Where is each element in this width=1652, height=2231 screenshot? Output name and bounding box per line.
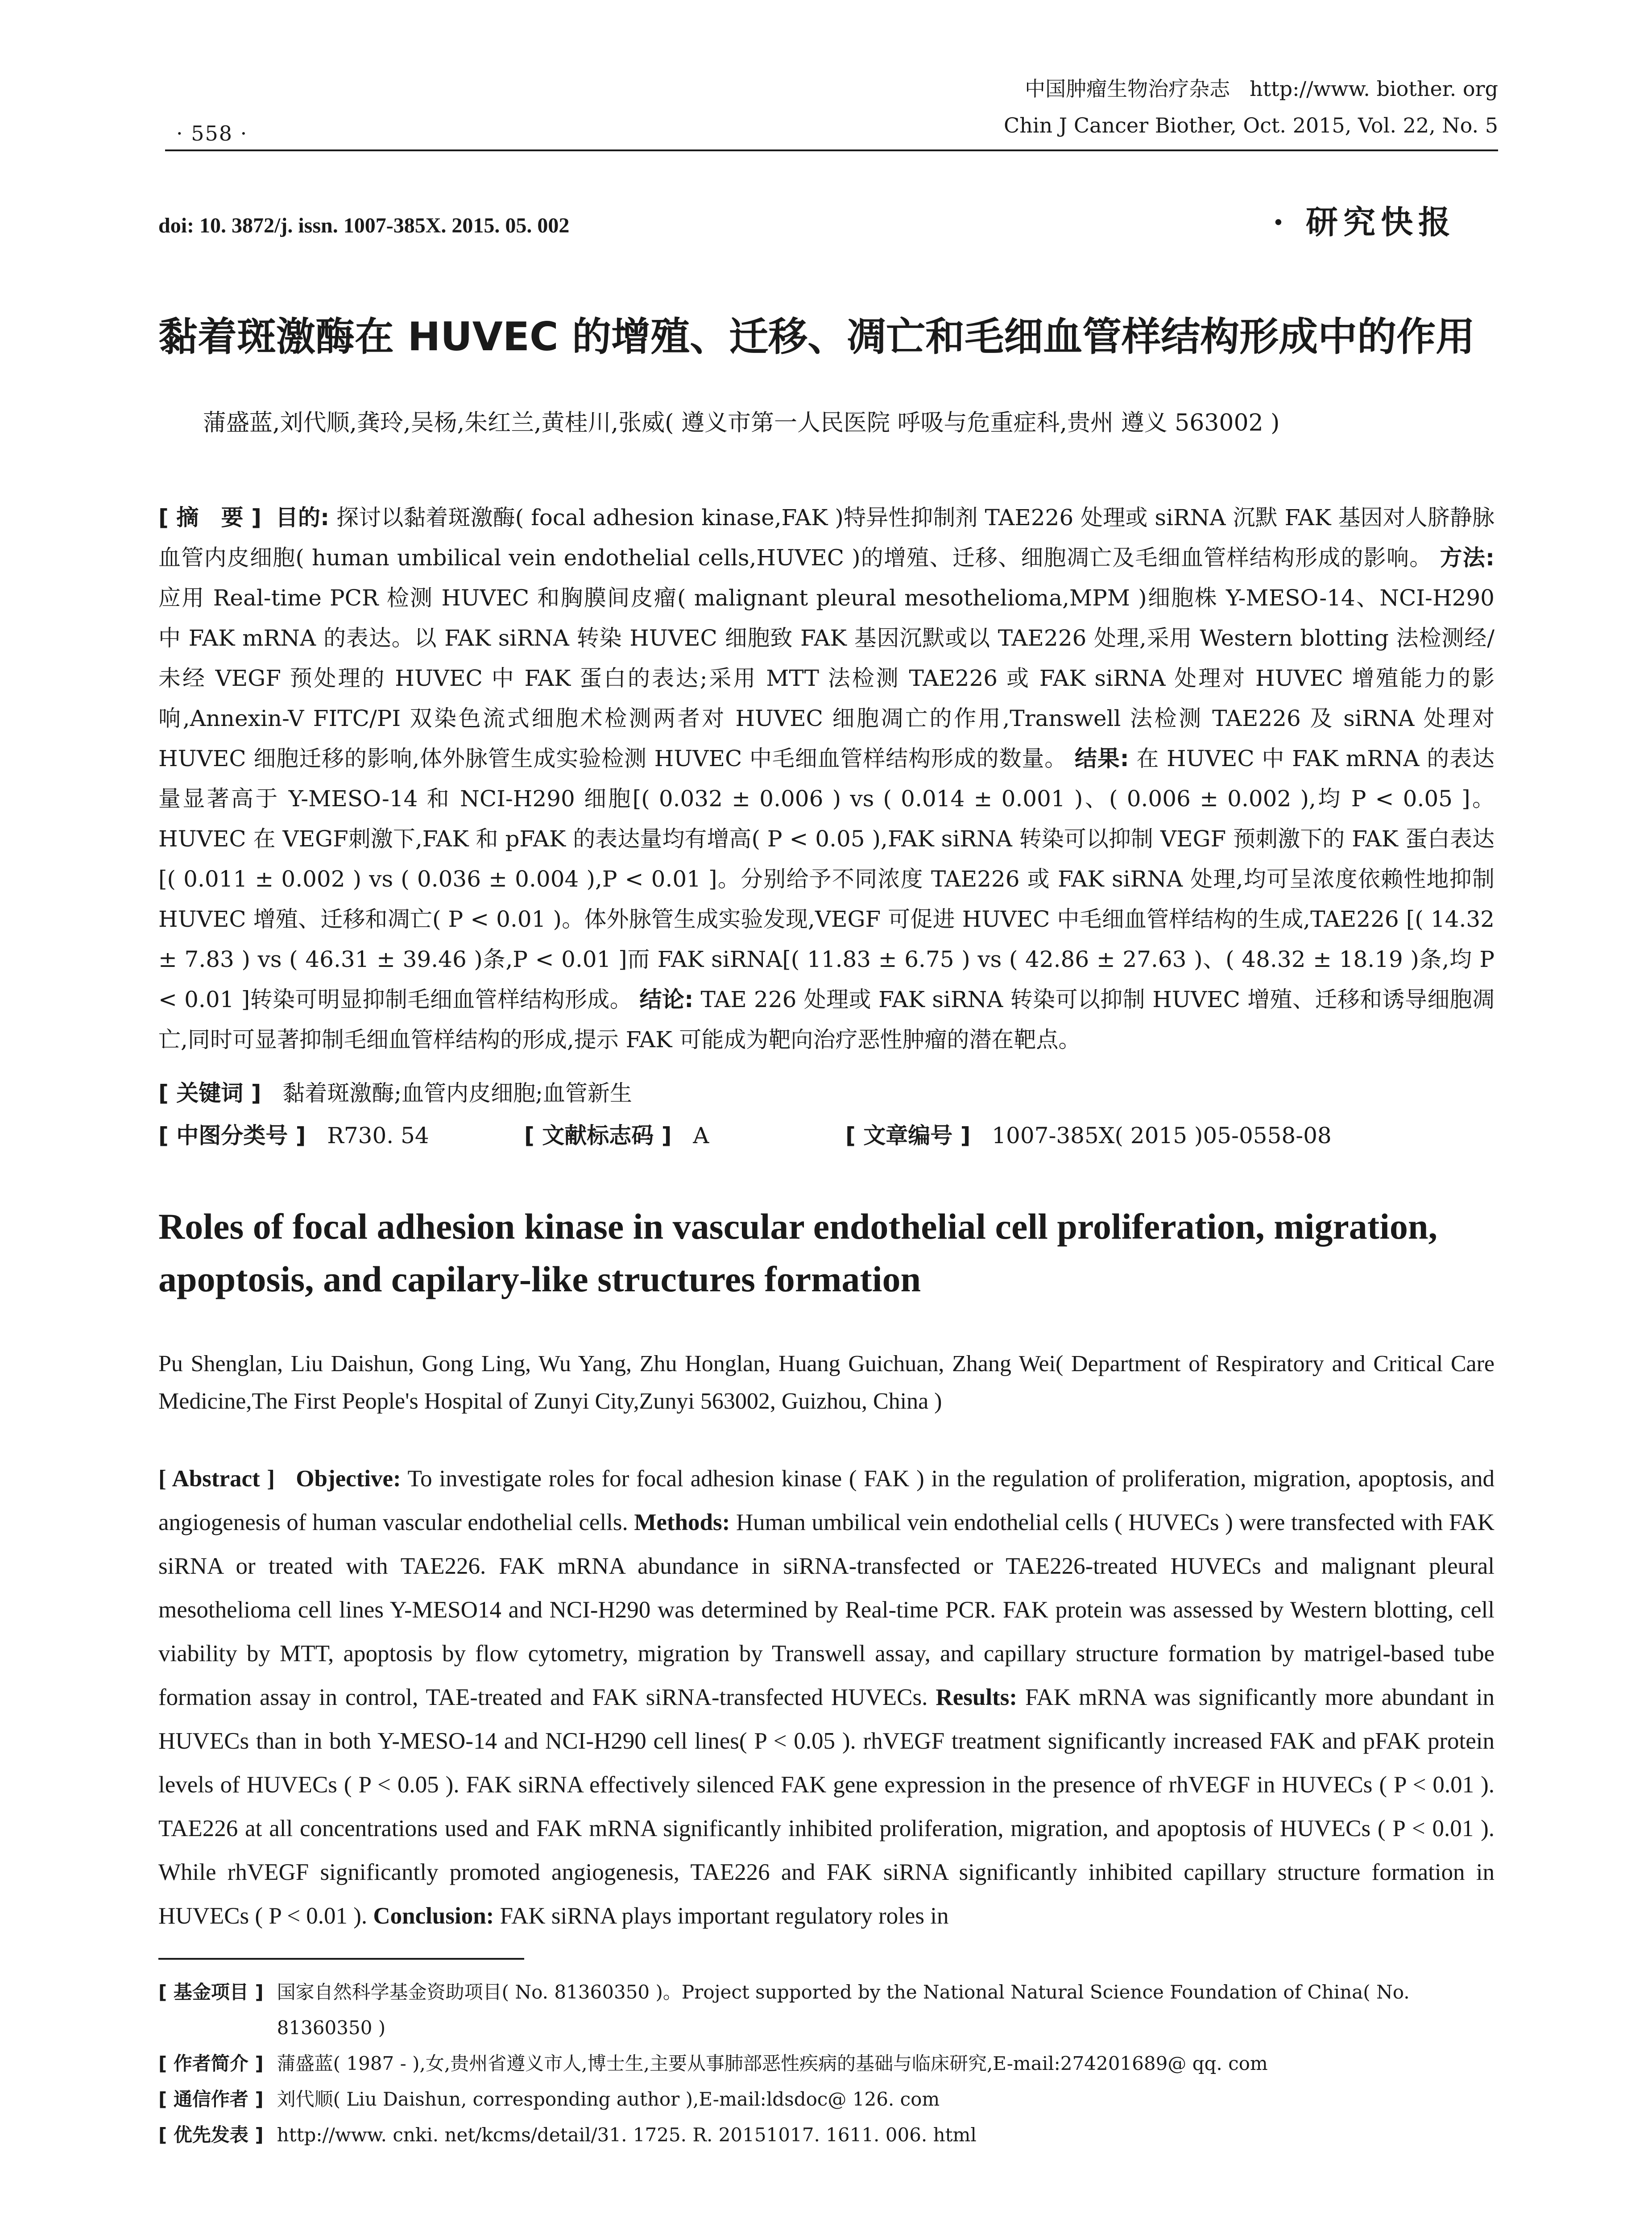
footnote-funding (158, 1974, 1497, 2046)
journal-citation: Chin J Cancer Biother, Oct. 2015, Vol. 22, No. 5 (1004, 113, 1498, 137)
footnote-link[interactable]: http://www. cnki. net/kcms/detail/31. 1725. R. 20151017. 1611. 006. html (277, 2124, 977, 2146)
abstract-cn (158, 498, 1495, 1060)
methods-cn-label: 方法: (1440, 545, 1495, 571)
results-en-label: Results: (936, 1684, 1017, 1710)
objective-en-label: Objective: (296, 1466, 401, 1492)
keywords-value: 黏着斑激酶;血管内皮细胞;血管新生 (282, 1080, 632, 1106)
objective-cn-text: 探讨以黏着斑激酶( focal adhesion kinase,FAK )特异性抑制剂 TAE226 处理或 siRNA 沉默 FAK 基因对人脐静脉血管内皮细胞( human umbilical vein endothelial cells,HUVEC )的增殖、迁移、细胞凋亡及毛细血管样结构形成的影响。 (158, 505, 1495, 571)
clc-label: [ 中图分类号 ] (158, 1123, 306, 1149)
footnote-text: 刘代顺( Liu Daishun, corresponding author ),E-mail:ldsdoc@ 126. com (277, 2088, 940, 2110)
objective-cn-label: 目的: (275, 505, 330, 531)
results-en-text: FAK mRNA was significantly more abundant in HUVECs than in both Y-MESO-14 and NCI-H290 cell lines( P < 0.05 ). rhVEGF treatment significantly increased FAK and pFAK protein levels of HUVECs ( P < 0.05 ). FAK siRNA effectively silenced FAK gene expression in the presence of rhVEGF in HUVECs ( P < 0.01 ). TAE226 at all concentrations used and FAK mRNA significantly inhibited proliferation, migration, and apoptosis of HUVECs ( P < 0.01 ). While rhVEGF significantly promoted angiogenesis, TAE226 and FAK siRNA significantly inhibited capillary structure formation in HUVECs ( P < 0.01 ). (158, 1684, 1495, 1929)
footnote-label: [ 基金项目 ] (158, 1981, 264, 2003)
conclusion-cn-label: 结论: (639, 987, 694, 1012)
footnote-corresponding (158, 2082, 1497, 2117)
footnotes (158, 1974, 1497, 2153)
footnote-label: [ 作者简介 ] (158, 2053, 264, 2074)
doc-code-value: A (693, 1123, 709, 1149)
header-divider (165, 149, 1498, 151)
authors-en: Pu Shenglan, Liu Daishun, Gong Ling, Wu Yang, Zhu Honglan, Huang Guichuan, Zhang Wei( Department of Respiratory and Critical Care Medicine,The First People's Hospital of Zunyi City,Zunyi 563002, Guizhou, China ) (158, 1351, 1495, 1414)
footnote-divider (158, 1958, 524, 1960)
methods-en-label: Methods: (634, 1509, 730, 1535)
results-cn-text: 在 HUVEC 中 FAK mRNA 的表达量显著高于 Y-MESO-14 和 NCI-H290 细胞[( 0.032 ± 0.006 ) vs ( 0.014 ± 0.001 )、( 0.006 ± 0.002 ),均 P < 0.05 ]。HUVEC 在 VEGF刺激下,FAK 和 pFAK 的表达量均有增高( P < 0.05 ),FAK siRNA 转染可以抑制 VEGF 预刺激下的 FAK 蛋白表达[( 0.011 ± 0.002 ) vs ( 0.036 ± 0.004 ),P < 0.01 ]。分别给予不同浓度 TAE226 或 FAK siRNA 处理,均可呈浓度依赖性地抑制 HUVEC 增殖、迁移和凋亡( P < 0.01 )。体外脉管生成实验发现,VEGF 可促进 HUVEC 中毛细血管样结构的生成,TAE226 [( 14.32 ± 7.83 ) vs ( 46.31 ± 39.46 )条,P < 0.01 ]而 FAK siRNA[( 11.83 ± 6.75 ) vs ( 42.86 ± 27.63 )、( 48.32 ± 18.19 )条,均 P < 0.01 ]转染可明显抑制毛细血管样结构形成。 (158, 746, 1495, 1012)
footnote-text: 蒲盛蓝( 1987 - ),女,贵州省遵义市人,博士生,主要从事肺部恶性疾病的基础与临床研究,E-mail:274201689@ qq. com (277, 2053, 1268, 2074)
clc-value: R730. 54 (327, 1123, 429, 1149)
footnote-label: [ 通信作者 ] (158, 2088, 264, 2110)
abstract-en-label: [ Abstract ] (158, 1466, 275, 1492)
doi: doi: 10. 3872/j. issn. 1007-385X. 2015. 05. 002 (158, 214, 570, 237)
methods-en-text: Human umbilical vein endothelial cells ( HUVECs ) were transfected with FAK siRNA or treated with TAE226. FAK mRNA abundance in siRNA-transfected or TAE226-treated HUVECs and malignant pleural mesothelioma cell lines Y-MESO14 and NCI-H290 was determined by Real-time PCR. FAK protein was assessed by Western blotting, cell viability by MTT, apoptosis by flow cytometry, migration by Transwell assay, and capillary structure formation by matrigel-based tube formation assay in control, TAE-treated and FAK siRNA-transfected HUVECs. (158, 1509, 1495, 1710)
footnote-text: 国家自然科学基金资助项目( No. 81360350 )。Project supported by the National Natural Science Foundation of China( No. 81360350 ) (277, 1981, 1410, 2039)
journal-name-cn: 中国肿瘤生物治疗杂志 (1025, 77, 1230, 101)
abstract-cn-label: [ 摘 要 ] (158, 505, 261, 531)
footnote-online-first (158, 2117, 1497, 2153)
conclusion-en-label: Conclusion: (373, 1903, 494, 1929)
keywords-line (158, 1075, 1495, 1107)
page-number: · 558 · (176, 121, 248, 145)
keywords-label: [ 关键词 ] (158, 1080, 261, 1106)
abstract-en (158, 1457, 1495, 1938)
conclusion-en-text: FAK siRNA plays important regulatory roles in (500, 1903, 949, 1929)
article-number-value: 1007-385X( 2015 )05-0558-08 (992, 1123, 1332, 1149)
classification-line (158, 1118, 1495, 1150)
title-en: Roles of focal adhesion kinase in vascular endothelial cell proliferation, migration, apoptosis, and capilary-like structures formation (158, 1206, 1437, 1299)
authors-cn: 蒲盛蓝,刘代顺,龚玲,吴杨,朱红兰,黄桂川,张威( 遵义市第一人民医院 呼吸与危重症科,贵州 遵义 563002 ) (203, 410, 1280, 436)
journal-header (1004, 70, 1498, 144)
title-cn: 黏着斑激酶在 HUVEC 的增殖、迁移、凋亡和毛细血管样结构形成中的作用 (158, 314, 1475, 360)
methods-cn-text: 应用 Real-time PCR 检测 HUVEC 和胸膜间皮瘤( malignant pleural mesothelioma,MPM )细胞株 Y-MESO-14、NCI-H290 中 FAK mRNA 的表达。以 FAK siRNA 转染 HUVEC 细胞致 FAK 基因沉默或以 TAE226 处理,采用 Western blotting 法检测经/未经 VEGF 预处理的 HUVEC 中 FAK 蛋白的表达;采用 MTT 法检测 TAE226 或 FAK siRNA 处理对 HUVEC 增殖能力的影响,Annexin-V FITC/PI 双染色流式细胞术检测两者对 HUVEC 细胞凋亡的作用,Transwell 法检测 TAE226 及 siRNA 处理对 HUVEC 细胞迁移的影响,体外脉管生成实验检测 HUVEC 中毛细血管样结构形成的数量。 (158, 585, 1495, 771)
section-tag: · 研究快报 (1272, 203, 1456, 241)
footnote-author-bio (158, 2046, 1497, 2082)
journal-url[interactable]: http://www. biother. org (1250, 77, 1498, 101)
results-cn-label: 结果: (1074, 746, 1129, 771)
conclusion-cn-text: TAE 226 处理或 FAK siRNA 转染可以抑制 HUVEC 增殖、迁移和诱导细胞凋亡,同时可显著抑制毛细血管样结构的形成,提示 FAK 可能成为靶向治疗恶性肿瘤的潜在靶点。 (158, 987, 1495, 1053)
article-number-label: [ 文章编号 ] (845, 1123, 971, 1149)
doc-code-label: [ 文献标志码 ] (524, 1123, 672, 1149)
objective-en-text: To investigate roles for focal adhesion kinase ( FAK ) in the regulation of proliferation, migration, apoptosis, and angiogenesis of human vascular endothelial cells. (158, 1466, 1495, 1535)
footnote-label: [ 优先发表 ] (158, 2124, 264, 2146)
